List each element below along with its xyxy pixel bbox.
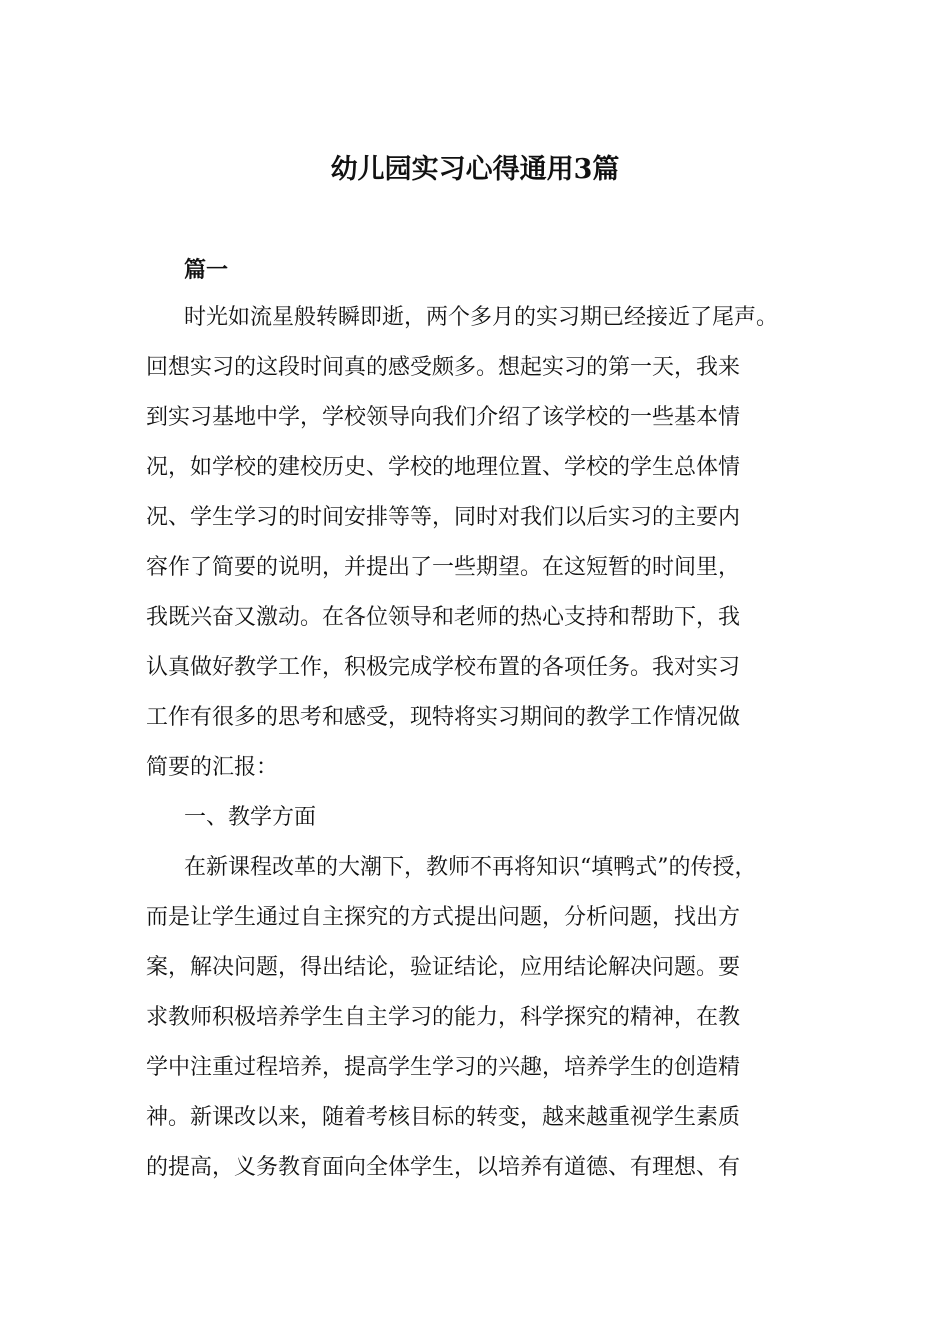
paragraph-line: 工作有很多的思考和感受，现特将实习期间的教学工作情况做	[146, 705, 741, 730]
paragraph-line: 而是让学生通过自主探究的方式提出问题，分析问题，找出方	[146, 905, 741, 930]
paragraph-line: 回想实习的这段时间真的感受颇多。想起实习的第一天，我来	[146, 355, 741, 380]
paragraph-line: 求教师积极培养学生自主学习的能力，科学探究的精神，在教	[146, 1005, 741, 1030]
paragraph-line: 况，如学校的建校历史、学校的地理位置、学校的学生总体情	[146, 455, 741, 480]
paragraph-line: 学中注重过程培养，提高学生学习的兴趣，培养学生的创造精	[146, 1055, 741, 1080]
paragraph-line: 我既兴奋又激动。在各位领导和老师的热心支持和帮助下，我	[146, 605, 741, 630]
paragraph-line: 案，解决问题，得出结论，验证结论，应用结论解决问题。要	[146, 955, 741, 980]
subsection-heading: 一、教学方面	[184, 805, 317, 830]
paragraph-line: 到实习基地中学，学校领导向我们介绍了该学校的一些基本情	[146, 405, 741, 430]
document-title: 幼儿园实习心得通用3篇	[330, 154, 620, 185]
paragraph-line: 在新课程改革的大潮下，教师不再将知识“填鸭式”的传授，	[184, 855, 757, 880]
paragraph-line: 的提高，义务教育面向全体学生，以培养有道德、有理想、有	[146, 1155, 741, 1180]
paragraph-line: 况、学生学习的时间安排等等，同时对我们以后实习的主要内	[146, 505, 741, 530]
paragraph-line: 神。新课改以来，随着考核目标的转变，越来越重视学生素质	[146, 1105, 741, 1130]
paragraph-line: 时光如流星般转瞬即逝，两个多月的实习期已经接近了尾声。	[184, 305, 779, 330]
paragraph-line: 容作了简要的说明，并提出了一些期望。在这短暂的时间里，	[146, 555, 741, 580]
paragraph-line: 简要的汇报：	[146, 755, 279, 780]
paragraph-line: 认真做好教学工作，积极完成学校布置的各项任务。我对实习	[146, 655, 741, 680]
section-heading: 篇一	[184, 257, 229, 283]
